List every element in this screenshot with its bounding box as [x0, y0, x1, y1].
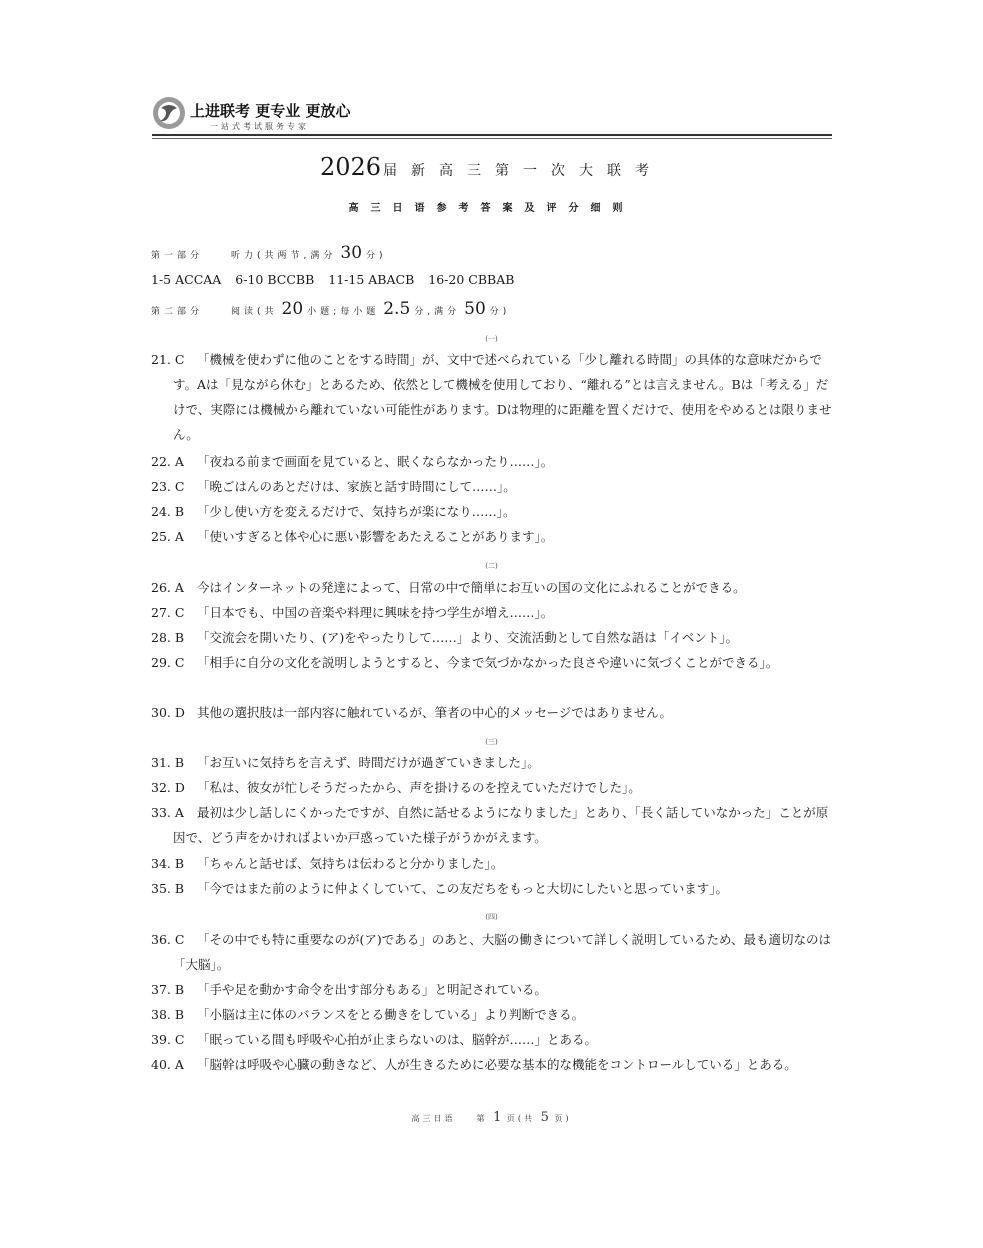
page-footer: [0, 1110, 983, 1125]
item-explanation: 其他の選択肢は一部内容に触れているが、筆者の中心的メッセージではありません。: [197, 705, 673, 720]
header-rule: [152, 134, 832, 136]
part2-text-a: 阅读(共: [231, 307, 278, 317]
item-number: 40. A: [151, 1057, 184, 1072]
item-number: 31. B: [151, 755, 185, 770]
title-year: 2026: [319, 153, 382, 181]
answer-item: [151, 650, 833, 675]
item-number: 36. C: [151, 932, 185, 947]
document-subtitle: 高三日语参考答案及评分细则: [348, 203, 635, 214]
answer-item: [151, 575, 833, 600]
item-number: 33. A: [151, 805, 184, 820]
item-explanation: 今はインターネットの発達によって、日常の中で簡単にお互いの国の文化にふれることができる。: [197, 580, 746, 595]
part1-score: 30: [340, 243, 363, 263]
subsection-label: (一): [485, 335, 498, 343]
document-title: [0, 153, 983, 181]
item-number: 24. B: [151, 504, 185, 519]
answer-item: [151, 700, 833, 725]
answer-item: [151, 499, 833, 524]
item-number: 30. D: [151, 705, 185, 720]
answer-item: [151, 474, 833, 499]
answer-item: [151, 1027, 833, 1052]
part2-score: 50: [464, 299, 486, 319]
footer-total-pages: 5: [540, 1110, 549, 1125]
header-rule-thin: [152, 138, 832, 139]
item-explanation: 最初は少し話しにくかったですが、自然に話せるようになりました」とあり、「長く話していなかった」ことが原因で、どう声をかければよいか戸惑っていた様子がうかがえます。: [173, 805, 829, 845]
item-explanation: 「日本でも、中国の音楽や料理に興味を持つ学生が増え……」。: [197, 605, 554, 620]
part1-text-a: 听力(共两节,满分: [231, 251, 337, 261]
footer-mid: 页(共: [506, 1114, 536, 1123]
part2-text-c: 分,满分: [414, 307, 461, 317]
item-explanation: 「小脳は主に体のバランスをとる働きをしている」より判断できる。: [197, 1007, 585, 1022]
item-number: 21. C: [151, 352, 185, 367]
item-number: 34. B: [151, 856, 185, 871]
item-number: 27. C: [151, 605, 185, 620]
item-number: 25. A: [151, 529, 184, 544]
footer-page-number: 1: [493, 1110, 502, 1125]
answer-group: 16-20 CBBAB: [428, 272, 515, 287]
item-number: 38. B: [151, 1007, 185, 1022]
item-explanation: 「その中でも特に重要なのが(ア)である」のあと、大脳の働きについて詳しく説明しているため、最も適切なのは「大脳」。: [173, 932, 832, 972]
page-header: [152, 94, 832, 142]
answer-item: [151, 625, 833, 650]
part1-text-b: 分): [366, 251, 387, 261]
brand-slogan: 一站式考试服务专家: [210, 122, 309, 131]
answer-item: [151, 876, 833, 901]
part1-label: 第一部分: [151, 251, 204, 261]
answer-item: [151, 524, 833, 549]
item-number: 22. A: [151, 454, 184, 469]
answer-item: [151, 775, 833, 800]
subsection-label: (四): [485, 913, 498, 921]
footer-subject: 高三日语: [411, 1114, 456, 1123]
item-number: 28. B: [151, 630, 185, 645]
answer-item: [151, 977, 833, 1002]
subsection-label: (二): [485, 562, 498, 570]
answer-item: [151, 600, 833, 625]
item-explanation: 「使いすぎると体や心に悪い影響をあたえることがあります」。: [197, 529, 554, 544]
item-number: 26. A: [151, 580, 184, 595]
item-explanation: 「お互いに気持ちを言えず、時間だけが過ぎていきました」。: [197, 755, 540, 770]
answer-item: [151, 851, 833, 876]
answer-item: [151, 927, 833, 977]
item-explanation: 「手や足を動かす命令を出す部分もある」と明記されている。: [197, 982, 548, 997]
item-explanation: 「機械を使わずに他のことをする時間」が、文中で述べられている「少し離れる時間」の具体的な意味だからです。Aは「見ながら休む」とあるため、依然として機械を使用しており、“離れる”とは言えません。Bは「考える」だけで、実際には機械から離れていない可能性があります。Dは物理的に距離を置くだけで、使用をやめるとは限りません。: [173, 352, 832, 442]
item-explanation: 「晩ごはんのあとだけは、家族と話す時間にして……」。: [197, 479, 516, 494]
title-text: 届新高三第一次大联考: [383, 163, 664, 179]
part2-text-b: 小题;每小题: [307, 307, 380, 317]
brand-logo-icon: [152, 96, 186, 130]
part2-label: 第二部分: [151, 307, 204, 317]
footer-pre: 第: [476, 1114, 488, 1123]
item-explanation: 「眠っている間も呼吸や心拍が止まらないのは、脳幹が……」とある。: [197, 1032, 598, 1047]
item-explanation: 「今ではまた前のように仲よくしていて、この友だちをもっと大切にしたいと思っています」。: [197, 881, 729, 896]
part2-heading: [151, 299, 510, 319]
item-explanation: 「ちゃんと話せば、気持ちは伝わると分かりました」。: [197, 856, 504, 871]
item-number: 32. D: [151, 780, 185, 795]
answer-group: 6-10 BCCBB: [235, 272, 315, 287]
item-number: 35. B: [151, 881, 185, 896]
answer-item: [151, 800, 833, 850]
part2-count: 20: [281, 299, 304, 319]
answer-item: [151, 1052, 833, 1077]
answer-item: [151, 347, 833, 447]
item-number: 39. C: [151, 1032, 185, 1047]
part1-answers: [151, 272, 524, 287]
part1-heading: [151, 243, 387, 263]
answer-item: [151, 750, 833, 775]
item-explanation: 「相手に自分の文化を説明しようとすると、今まで気づかなかった良さや違いに気づくことができる」。: [197, 655, 779, 670]
item-explanation: 「夜ねる前まで画面を見ていると、眠くならなかったり……」。: [197, 454, 554, 469]
item-explanation: 「少し使い方を変えるだけで、気持ちが楽になり……」。: [197, 504, 516, 519]
part2-each: 2.5: [383, 299, 411, 319]
item-explanation: 「私は、彼女が忙しそうだったから、声を掛けるのを控えていただけでした」。: [197, 780, 641, 795]
item-explanation: 「交流会を開いたり、(ア)をやったりして……」より、交流活動として自然な語は「イベント」。: [197, 630, 739, 645]
part2-text-d: 分): [489, 307, 511, 317]
answer-item: [151, 1002, 833, 1027]
item-number: 29. C: [151, 655, 185, 670]
item-number: 37. B: [151, 982, 185, 997]
item-number: 23. C: [151, 479, 185, 494]
subsection-label: (三): [485, 738, 498, 746]
item-explanation: 「脳幹は呼吸や心臓の動きなど、人が生きるために必要な基本的な機能をコントロールしている」とある。: [197, 1057, 797, 1072]
answer-group: 1-5 ACCAA: [151, 272, 222, 287]
answer-item: [151, 449, 833, 474]
brand-name: 上进联考 更专业 更放心: [190, 102, 351, 120]
answer-group: 11-15 ABACB: [328, 272, 415, 287]
footer-post: 页): [554, 1114, 572, 1123]
